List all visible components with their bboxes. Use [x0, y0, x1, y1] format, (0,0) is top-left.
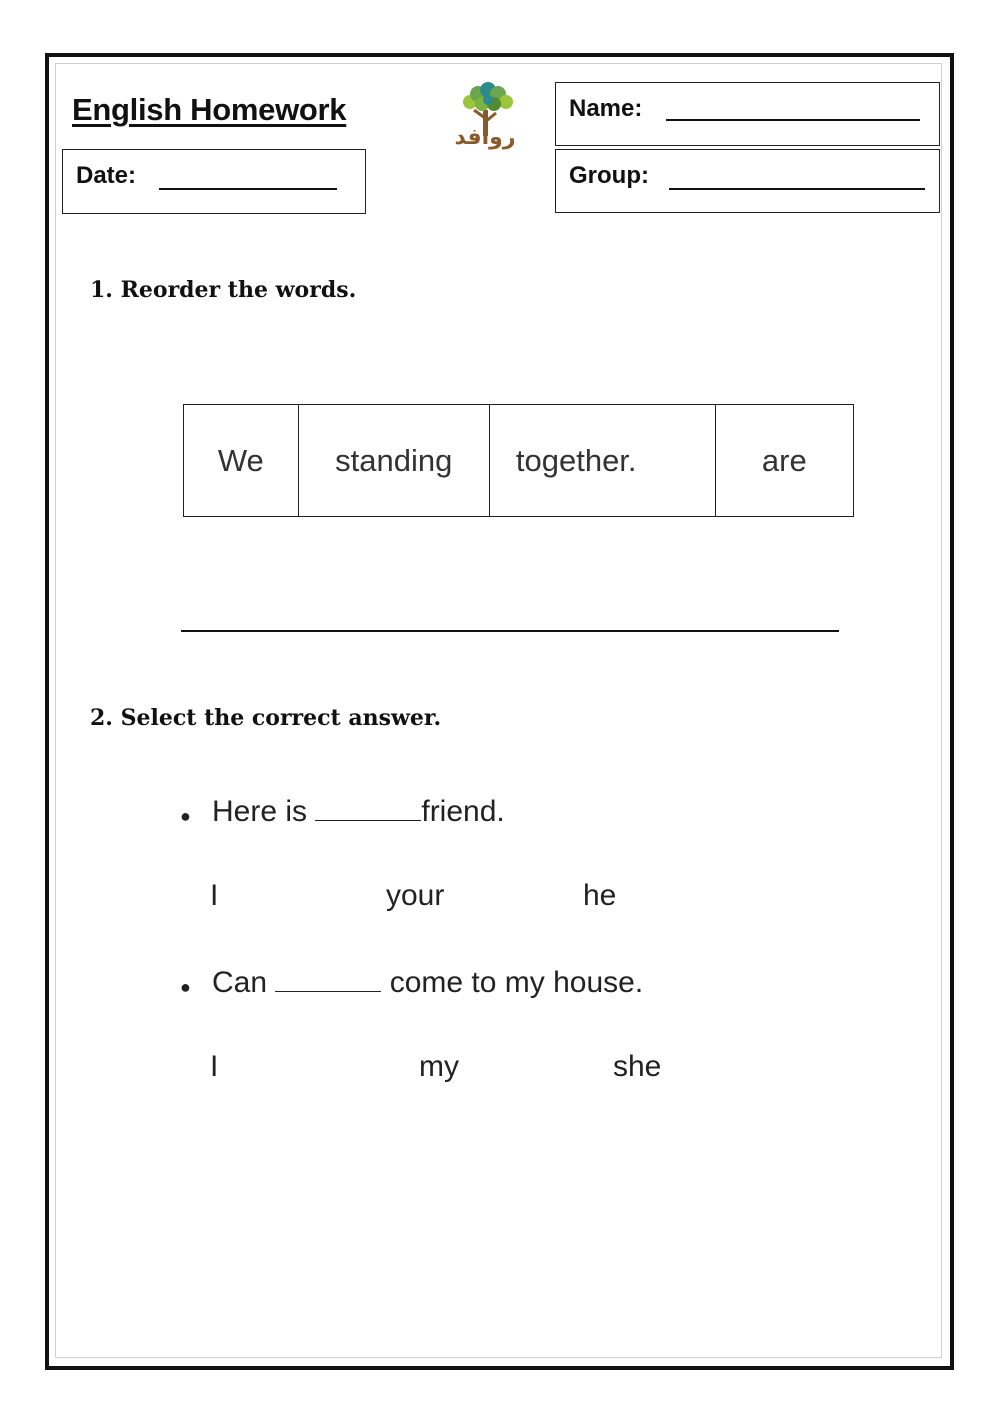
word-cell[interactable]: We	[184, 405, 299, 517]
bullet-icon: ●	[180, 977, 191, 997]
answer-line[interactable]	[181, 630, 839, 632]
date-field[interactable]	[62, 149, 366, 214]
answer-blank[interactable]	[315, 794, 421, 821]
question-2-heading: 2. Select the correct answer.	[90, 705, 442, 731]
question-2-item-2	[212, 965, 643, 1000]
tree-logo-icon	[430, 80, 540, 150]
option-i[interactable]: I	[210, 1050, 219, 1083]
word-cell[interactable]: together.	[489, 405, 715, 517]
option-my[interactable]: my	[419, 1050, 459, 1083]
logo-text: روافد	[454, 125, 516, 150]
page-title: English Homework	[72, 92, 347, 127]
sentence-end: come to my house.	[381, 966, 644, 999]
question-1-heading: 1. Reorder the words.	[90, 277, 357, 303]
name-blank	[666, 119, 920, 121]
date-blank	[159, 188, 337, 190]
answer-blank[interactable]	[275, 965, 381, 992]
name-label: Name:	[569, 95, 643, 122]
sentence-start: Can	[212, 966, 276, 999]
option-she[interactable]: she	[613, 1050, 662, 1083]
word-reorder-table	[183, 404, 854, 517]
sentence-end: friend.	[421, 795, 505, 828]
group-blank	[669, 188, 925, 190]
word-cell[interactable]: standing	[298, 405, 489, 517]
group-label: Group:	[569, 162, 649, 189]
option-i[interactable]: I	[210, 879, 219, 912]
option-he[interactable]: he	[583, 879, 617, 912]
name-field[interactable]	[555, 82, 940, 146]
word-cell[interactable]: are	[715, 405, 853, 517]
sentence-start: Here is	[212, 795, 316, 828]
question-2-item-1	[212, 794, 505, 829]
date-label: Date:	[76, 162, 137, 189]
option-your[interactable]: your	[386, 879, 445, 912]
group-field[interactable]	[555, 149, 940, 213]
bullet-icon: ●	[180, 806, 191, 826]
